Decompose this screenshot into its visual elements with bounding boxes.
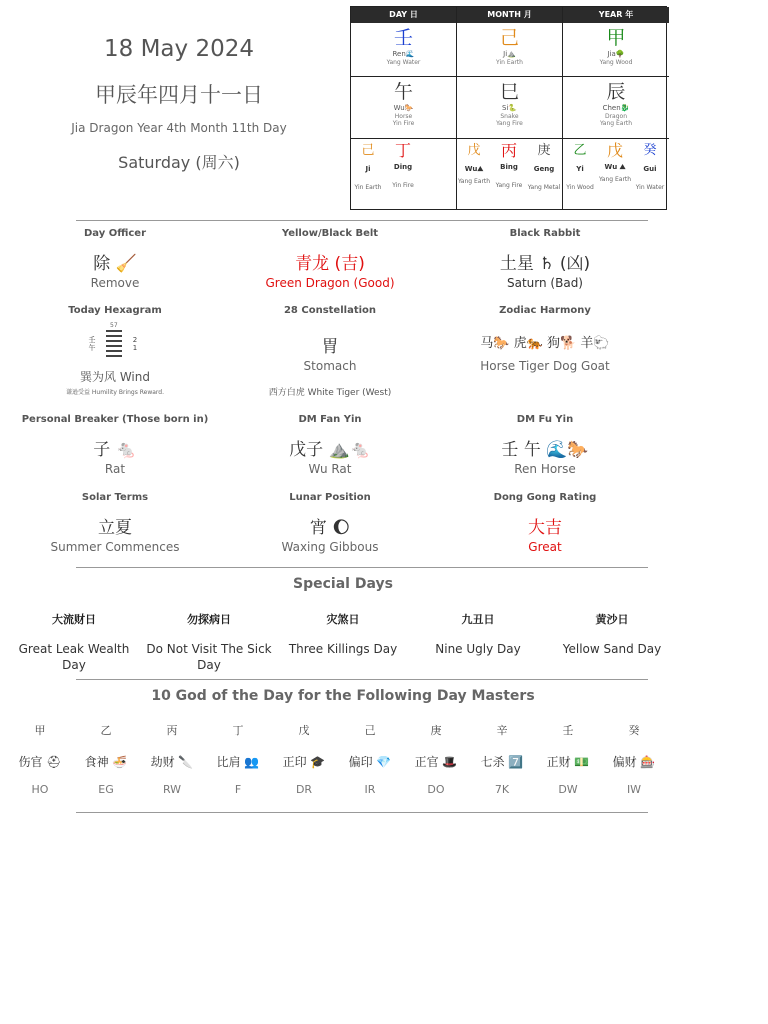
stem-char: 壬: [393, 27, 413, 49]
ten-god-name: 劫财 🔪: [150, 755, 194, 769]
zodiac-title: Zodiac Harmony: [499, 305, 591, 316]
hidden-element: Yin Wood: [566, 184, 594, 191]
solar-value: 立夏: [98, 518, 132, 538]
pillar-month-hidden: [457, 138, 562, 208]
special-day: [142, 611, 276, 673]
hidden-char: 庚: [537, 143, 551, 158]
hidden-stem: [351, 143, 385, 191]
ten-god-name: 比肩 👥: [216, 755, 260, 769]
solar-terms: [0, 492, 230, 554]
hidden-element: Yang Metal: [527, 184, 561, 191]
rabbit-value: 土星 ♄ (凶): [499, 254, 591, 274]
ten-god-name: 偏印 💎: [348, 755, 392, 769]
ten-god-name: 正财 💵: [546, 755, 590, 769]
ten-god-abbr: DR: [295, 783, 313, 796]
pillar-year-stem: [563, 23, 669, 76]
branch-char: 辰: [606, 81, 626, 103]
ten-god-stem: 辛: [496, 724, 508, 737]
ten-god-stem: 甲: [34, 724, 46, 737]
hidden-stem: [633, 143, 667, 191]
hexagram-name: 巽为风 Wind: [80, 370, 150, 384]
ten-god-name: 偏财 🎰: [612, 755, 656, 769]
ten-god-abbr: IR: [364, 783, 376, 796]
stem-element: Yang Water: [386, 59, 421, 66]
ten-god-name: 伤官 ⛑: [18, 755, 62, 769]
belt-value: 青龙 (吉): [295, 254, 365, 274]
hidden-char: 戊: [467, 143, 481, 158]
hidden-element: Yang Fire: [495, 182, 523, 189]
ten-god-abbr: F: [234, 783, 242, 796]
pillar-month: [457, 7, 563, 209]
dm-fu-yin: [430, 414, 660, 476]
branch-animal: Dragon: [604, 113, 628, 120]
hidden-char: 丁: [394, 141, 411, 160]
stem-pinyin: Ji⛰️: [503, 50, 516, 58]
yellow-black-belt: [215, 228, 445, 290]
belt-sub: Green Dragon (Good): [265, 276, 395, 290]
hexagram-number: 57: [110, 322, 118, 329]
divider: [76, 220, 648, 221]
rabbit-title: Black Rabbit: [509, 228, 581, 239]
lunar-date-english: Jia Dragon Year 4th Month 11th Day: [71, 121, 287, 135]
hidden-stem: [492, 143, 526, 189]
branch-animal: Snake: [500, 113, 519, 120]
ten-god-name: 食神 🍜: [84, 755, 128, 769]
pillar-year-header: YEAR 年: [563, 7, 669, 23]
lunar-date-chinese: 甲辰年四月十一日: [95, 83, 263, 107]
hexagram-right-label: 2 1: [132, 336, 138, 352]
ten-god-stem: 壬: [562, 724, 574, 737]
hidden-element: Yin Water: [635, 184, 665, 191]
ten-god-abbr: RW: [162, 783, 182, 796]
hidden-char: 癸: [643, 143, 657, 158]
special-day-cn: 勿探病日: [187, 613, 231, 626]
hidden-name: Ding: [393, 163, 413, 171]
pillar-day-branch: [351, 76, 456, 138]
branch-animal: Horse: [394, 113, 413, 120]
pillar-year-branch: [563, 76, 669, 138]
hexagram-lines: [106, 330, 122, 360]
ten-god-stem: 乙: [100, 724, 112, 737]
hidden-char: 戊: [606, 141, 623, 160]
ten-god-abbr: EG: [98, 783, 114, 796]
day-officer-sub: Remove: [90, 276, 140, 290]
special-day: [545, 611, 679, 657]
solar-sub: Summer Commences: [50, 540, 180, 554]
branch-pinyin: Chen🐉: [602, 104, 630, 112]
ten-god-item: [7, 722, 73, 796]
special-day: [7, 611, 141, 673]
ten-god-name: 正印 🎓: [282, 755, 326, 769]
ten-god-item: [337, 722, 403, 796]
ten-god-stem: 己: [364, 724, 376, 737]
hidden-name: Geng: [533, 165, 555, 173]
hidden-element: Yin Fire: [392, 182, 414, 189]
hexagram-title: Today Hexagram: [68, 305, 162, 316]
dong-gong-title: Dong Gong Rating: [493, 492, 597, 503]
hidden-char: 丙: [500, 141, 517, 160]
hidden-name: Wu⛰: [464, 165, 484, 173]
special-day-en: Nine Ugly Day: [435, 642, 521, 656]
pillar-month-header: MONTH 月: [457, 7, 562, 23]
dong-gong-sub: Great: [528, 540, 562, 554]
ten-god-item: [271, 722, 337, 796]
ten-god-abbr: 7K: [494, 783, 510, 796]
stem-pinyin: Jia🌳: [607, 50, 625, 58]
hidden-char: 己: [361, 143, 375, 158]
lunar-title: Lunar Position: [289, 492, 371, 503]
special-days-title: Special Days: [293, 576, 393, 592]
special-day-cn: 九丑日: [461, 613, 495, 626]
hidden-stem: [598, 143, 632, 183]
day-officer-value: 除 🧹: [93, 254, 137, 274]
special-day-cn: 大流财日: [52, 613, 96, 626]
pillar-day-hidden: [351, 138, 456, 208]
ten-god-abbr: DO: [427, 783, 445, 796]
constellation-sub: Stomach: [303, 359, 357, 373]
special-day-en: Do Not Visit The Sick Day: [146, 642, 272, 672]
ten-god-item: [535, 722, 601, 796]
ten-god-abbr: HO: [31, 783, 49, 796]
breaker-sub: Rat: [104, 462, 126, 476]
divider: [76, 679, 648, 680]
ten-god-stem: 丁: [232, 724, 244, 737]
hidden-element: Yin Earth: [354, 184, 382, 191]
zodiac-sub: Horse Tiger Dog Goat: [480, 359, 610, 373]
ten-god-stem: 戊: [298, 724, 310, 737]
ten-god-stem: 癸: [628, 724, 640, 737]
gregorian-date: 18 May 2024: [104, 36, 254, 62]
special-day-cn: 灾煞日: [326, 613, 360, 626]
breaker-value: 子 🐁: [93, 440, 137, 460]
hidden-name: Bing: [500, 163, 518, 171]
ten-god-stem: 丙: [166, 724, 178, 737]
ten-god-item: [403, 722, 469, 796]
fan-yin-title: DM Fan Yin: [298, 414, 362, 425]
ten-god-stem: 庚: [430, 724, 442, 737]
branch-element: Yin Fire: [392, 120, 415, 127]
belt-title: Yellow/Black Belt: [281, 228, 379, 239]
fu-yin-sub: Ren Horse: [514, 462, 576, 476]
lunar-sub: Waxing Gibbous: [281, 540, 379, 554]
weekday: Saturday (周六): [118, 153, 240, 172]
stem-element: Yin Earth: [496, 59, 523, 66]
special-day-cn: 黄沙日: [595, 613, 629, 626]
dm-fan-yin: [215, 414, 445, 476]
ten-god-item: [601, 722, 667, 796]
ten-gods-title: 10 God of the Day for the Following Day Masters: [151, 688, 535, 704]
special-day-en: Three Killings Day: [288, 642, 398, 656]
branch-pinyin: Wu🐎: [393, 104, 414, 112]
solar-title: Solar Terms: [81, 492, 149, 503]
ten-god-item: [469, 722, 535, 796]
branch-element: Yang Earth: [599, 120, 633, 127]
hidden-char: 乙: [573, 143, 587, 158]
special-day: [276, 611, 410, 657]
branch-element: Yang Fire: [496, 120, 523, 127]
special-day-en: Yellow Sand Day: [562, 642, 662, 656]
hexagram-symbol: [0, 322, 230, 368]
personal-breaker: [0, 414, 230, 476]
dong-gong-value: 大吉: [528, 518, 562, 538]
day-officer-title: Day Officer: [83, 228, 147, 239]
lunar-position: [215, 492, 445, 554]
branch-char: 午: [393, 81, 413, 103]
stem-char: 甲: [606, 27, 626, 49]
special-day: [411, 611, 545, 657]
day-officer: [0, 228, 230, 290]
ten-god-item: [73, 722, 139, 796]
constellation-28: [215, 305, 445, 398]
hidden-name: Yi: [576, 165, 584, 173]
pillar-day: [351, 7, 457, 209]
rabbit-sub: Saturn (Bad): [507, 276, 583, 290]
hidden-stem: [457, 143, 491, 185]
hidden-element: Yang Earth: [598, 176, 632, 183]
pillar-day-header: DAY 日: [351, 7, 456, 23]
hidden-stem: [563, 143, 597, 191]
hidden-stem: [386, 143, 420, 189]
hidden-name: Ji: [365, 165, 371, 173]
stem-char: 己: [499, 27, 519, 49]
divider: [76, 567, 648, 568]
breaker-title: Personal Breaker (Those born in): [21, 414, 209, 425]
pillars-table: [350, 6, 667, 210]
ten-god-item: [205, 722, 271, 796]
divider: [76, 812, 648, 813]
pillar-year: [563, 7, 669, 209]
ten-god-name: 正官 🎩: [414, 755, 458, 769]
hidden-element: Yang Earth: [457, 178, 491, 185]
constellation-title: 28 Constellation: [283, 305, 377, 316]
ten-god-item: [139, 722, 205, 796]
ten-god-abbr: IW: [626, 783, 642, 796]
branch-pinyin: Si🐍: [501, 104, 518, 112]
hidden-stem: [527, 143, 561, 191]
dong-gong-rating: [430, 492, 660, 554]
zodiac-harmony: [430, 305, 660, 373]
stem-pinyin: Ren🌊: [392, 50, 415, 58]
fu-yin-title: DM Fu Yin: [516, 414, 574, 425]
black-rabbit: [430, 228, 660, 290]
ten-god-abbr: DW: [558, 783, 578, 796]
constellation-value: 胃: [321, 337, 339, 357]
pillar-year-hidden: [563, 138, 669, 208]
ten-god-name: 七杀 7️⃣: [480, 755, 524, 769]
special-day-en: Great Leak Wealth Day: [18, 642, 130, 672]
hidden-stem: [421, 143, 455, 148]
pillar-day-stem: [351, 23, 456, 76]
branch-char: 巳: [499, 81, 519, 103]
lunar-value: 宵 🌔: [309, 518, 351, 538]
stem-element: Yang Wood: [599, 59, 633, 66]
today-hexagram: [0, 305, 230, 396]
constellation-note: 西方白虎 White Tiger (West): [268, 388, 392, 398]
hexagram-note: 谦逊受益 Humility Brings Reward.: [65, 389, 165, 396]
fan-yin-sub: Wu Rat: [308, 462, 352, 476]
hidden-name: Gui: [643, 165, 657, 173]
pillar-month-stem: [457, 23, 562, 76]
hexagram-left-label: 壬午: [88, 336, 96, 352]
zodiac-value: 马🐎 虎🐅 狗🐕 羊🐑: [480, 336, 610, 351]
fan-yin-value: 戊子 ⛰️🐁: [289, 440, 371, 460]
hidden-name: Wu ⛰: [604, 163, 626, 171]
pillar-month-branch: [457, 76, 562, 138]
fu-yin-value: 壬 午 🌊🐎: [501, 440, 589, 460]
